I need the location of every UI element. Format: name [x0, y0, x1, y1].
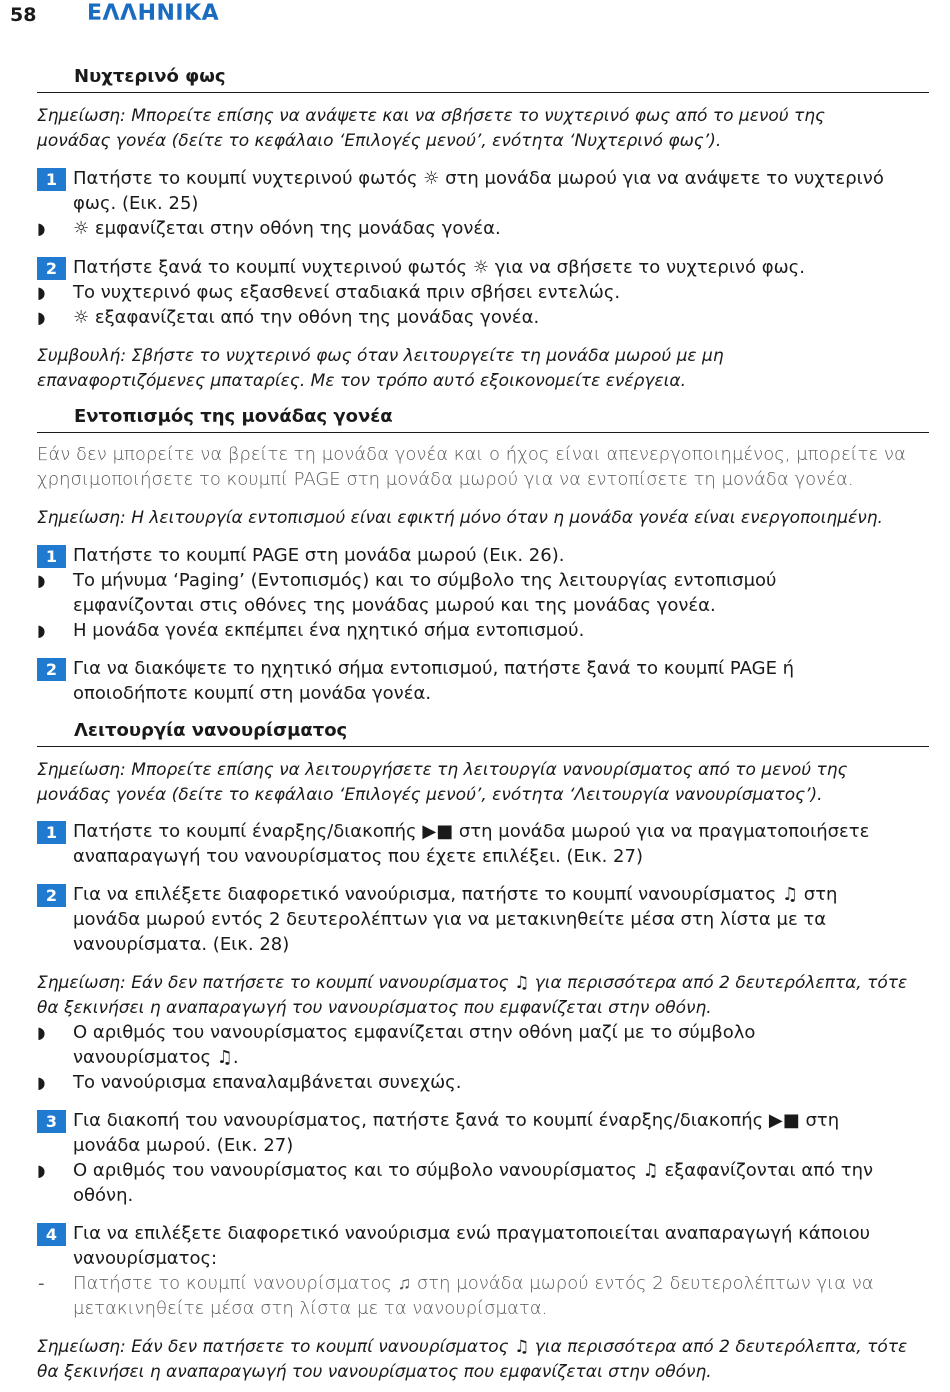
bullet-icon: ◗	[37, 1073, 46, 1092]
step-text: Για να επιλέξετε διαφορετικό νανούρισμα ενώ πραγματοποιείται αναπαραγωγή κάποιου	[73, 1223, 871, 1244]
step-text: φως. (Εικ. 25)	[73, 193, 199, 214]
sub-step-text: μετακινηθείτε μέσα στη λίστα με τα νανουρίσματα.	[73, 1298, 548, 1319]
step-text: Για να επιλέξετε διαφορετικό νανούρισμα, πατήστε το κουμπί νανουρίσματος ♫ στη	[73, 884, 838, 905]
note-line: Σημείωση: Η λειτουργία εντοπισμού είναι εφικτή μόνο όταν η μονάδα γονέα είναι ενεργοποιημένη.	[37, 508, 883, 528]
bullet-icon: ◗	[37, 308, 46, 327]
result-text: ☼ εμφανίζεται στην οθόνη της μονάδας γονέα.	[73, 218, 501, 239]
result-text: νανουρίσματος ♫.	[73, 1047, 239, 1068]
note-line: θα ξεκινήσει η αναπαραγωγή του νανουρίσματος που εμφανίζεται στην οθόνη.	[37, 998, 712, 1018]
step-number-badge: 1	[37, 168, 66, 191]
tip-line: Συμβουλή: Σβήστε το νυχτερινό φως όταν λειτουργείτε τη μονάδα μωρού με μη	[37, 346, 724, 366]
result-text: Το νανούρισμα επαναλαμβάνεται συνεχώς.	[73, 1072, 462, 1093]
tip-line: επαναφορτιζόμενες μπαταρίες. Με τον τρόπο αυτό εξοικονομείτε ενέργεια.	[37, 371, 687, 391]
step-number-badge: 2	[37, 257, 66, 280]
bullet-icon: ◗	[37, 571, 46, 590]
bullet-icon: ◗	[37, 1161, 46, 1180]
note-line: Σημείωση: Εάν δεν πατήσετε το κουμπί νανουρίσματος ♫ για περισσότερα από 2 δευτερόλεπτα, τότε	[37, 1337, 908, 1357]
bullet-icon: ◗	[37, 283, 46, 302]
note-line: μονάδας γονέα (δείτε το κεφάλαιο ‘Επιλογές μενού’, ενότητα ‘Λειτουργία νανουρίσματος’).	[37, 785, 823, 805]
bullet-icon: ◗	[37, 1023, 46, 1042]
step-text: Πατήστε ξανά το κουμπί νυχτερινού φωτός ☼ για να σβήσετε το νυχτερινό φως.	[73, 257, 805, 278]
step-text: Πατήστε το κουμπί PAGE στη μονάδα μωρού (Εικ. 26).	[73, 545, 565, 566]
result-text: Το νυχτερινό φως εξασθενεί σταδιακά πριν σβήσει εντελώς.	[73, 282, 621, 303]
page-number: 58	[10, 4, 37, 26]
step-number-badge: 1	[37, 545, 66, 568]
bullet-icon: ◗	[37, 219, 46, 238]
result-text: εμφανίζονται στις οθόνες της μονάδας μωρού και της μονάδας γονέα.	[73, 595, 716, 616]
note-line: Σημείωση: Εάν δεν πατήσετε το κουμπί νανουρίσματος ♫ για περισσότερα από 2 δευτερόλεπτα, τότε	[37, 973, 908, 993]
step-text: Για να διακόψετε το ηχητικό σήμα εντοπισμού, πατήστε ξανά το κουμπί PAGE ή	[73, 658, 795, 679]
step-number-badge: 2	[37, 658, 66, 681]
step-text: νανουρίσματος:	[73, 1248, 218, 1269]
intro-line: χρησιμοποιήσετε το κουμπί PAGE στη μονάδα μωρού για να εντοπίσετε τη μονάδα γονέα.	[37, 469, 854, 490]
result-text: Η μονάδα γονέα εκπέμπει ένα ηχητικό σήμα εντοπισμού.	[73, 620, 585, 641]
step-number-badge: 3	[37, 1110, 66, 1133]
note-line: θα ξεκινήσει η αναπαραγωγή του νανουρίσματος που εμφανίζεται στην οθόνη.	[37, 1362, 712, 1382]
section-title-lullaby: Λειτουργία νανουρίσματος	[74, 720, 348, 741]
section-title-paging: Εντοπισμός της μονάδας γονέα	[74, 406, 393, 427]
step-text: νανουρίσματα. (Εικ. 28)	[73, 934, 290, 955]
step-number-badge: 4	[37, 1223, 66, 1246]
step-text: μονάδα μωρού. (Εικ. 27)	[73, 1135, 294, 1156]
section-divider	[37, 432, 929, 433]
language-title: ΕΛΛΗΝΙΚΑ	[87, 1, 220, 26]
result-text: οθόνη.	[73, 1185, 134, 1206]
step-text: Πατήστε το κουμπί νυχτερινού φωτός ☼ στη μονάδα μωρού για να ανάψετε το νυχτερινό	[73, 168, 884, 189]
result-text: Το μήνυμα ‘Paging’ (Εντοπισμός) και το σύμβολο της λειτουργίας εντοπισμού	[73, 570, 777, 591]
section-divider	[37, 92, 929, 93]
intro-line: Εάν δεν μπορείτε να βρείτε τη μονάδα γονέα και ο ήχος είναι απενεργοποιημένος, μπορείτε να	[37, 444, 906, 465]
step-text: οποιοδήποτε κουμπί στη μονάδα γονέα.	[73, 683, 432, 704]
step-number-badge: 2	[37, 884, 66, 907]
note-line: Σημείωση: Μπορείτε επίσης να ανάψετε και να σβήσετε το νυχτερινό φως από το μενού της	[37, 106, 826, 126]
section-title-night-light: Νυχτερινό φως	[74, 66, 226, 87]
bullet-icon: ◗	[37, 621, 46, 640]
note-line: μονάδας γονέα (δείτε το κεφάλαιο ‘Επιλογές μενού’, ενότητα ‘Νυχτερινό φως’).	[37, 131, 722, 151]
note-line: Σημείωση: Μπορείτε επίσης να λειτουργήσετε τη λειτουργία νανουρίσματος από το μενού της	[37, 760, 848, 780]
section-divider	[37, 746, 929, 747]
dash-marker: -	[38, 1273, 45, 1294]
step-text: μονάδα μωρού εντός 2 δευτερολέπτων για να μετακινηθείτε μέσα στη λίστα με τα	[73, 909, 827, 930]
result-text: ☼ εξαφανίζεται από την οθόνη της μονάδας γονέα.	[73, 307, 540, 328]
step-number-badge: 1	[37, 821, 66, 844]
step-text: Για διακοπή του νανουρίσματος, πατήστε ξανά το κουμπί έναρξης/διακοπής ▶■ στη	[73, 1110, 840, 1131]
step-text: Πατήστε το κουμπί έναρξης/διακοπής ▶■ στη μονάδα μωρού για να πραγματοποιήσετε	[73, 821, 870, 842]
step-text: αναπαραγωγή του νανουρίσματος που έχετε επιλέξει. (Εικ. 27)	[73, 846, 643, 867]
result-text: Ο αριθμός του νανουρίσματος και το σύμβολο νανουρίσματος ♫ εξαφανίζονται από την	[73, 1160, 874, 1181]
sub-step-text: Πατήστε το κουμπί νανουρίσματος ♫ στη μονάδα μωρού εντός 2 δευτερολέπτων για να	[73, 1273, 874, 1294]
result-text: Ο αριθμός του νανουρίσματος εμφανίζεται στην οθόνη μαζί με το σύμβολο	[73, 1022, 756, 1043]
